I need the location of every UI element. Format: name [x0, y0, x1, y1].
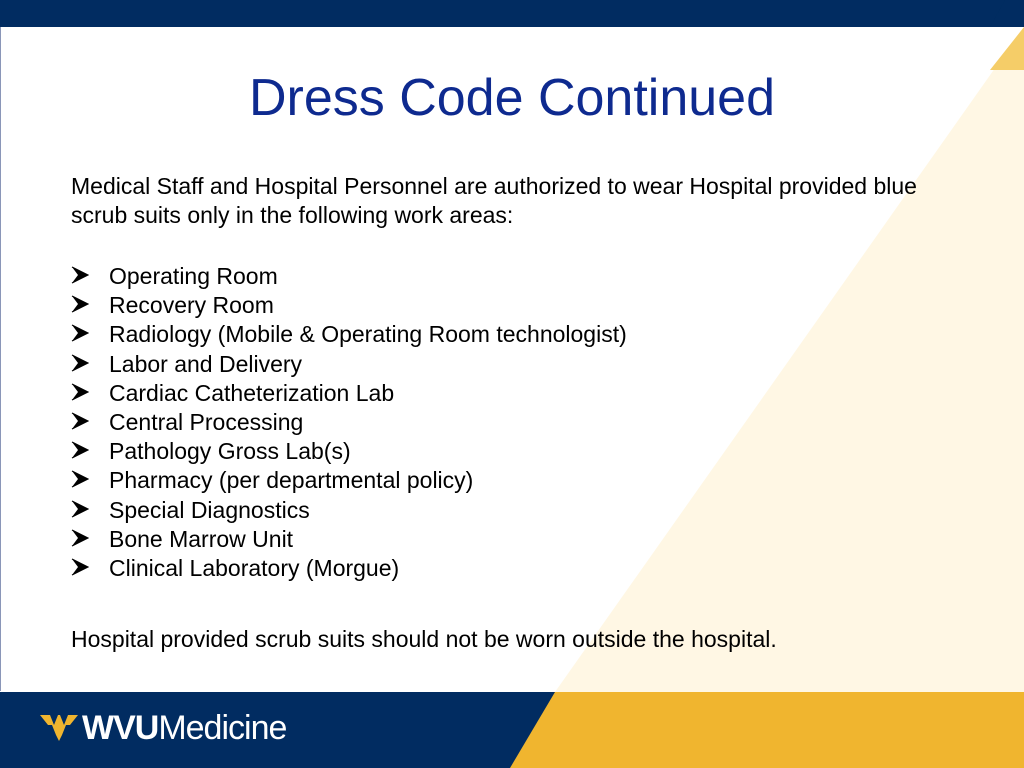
slide-title: Dress Code Continued — [248, 69, 776, 127]
flying-wv-icon — [40, 711, 78, 745]
bottom-gold-band — [510, 692, 1024, 768]
list-item-label: Cardiac Catheterization Lab — [109, 379, 395, 406]
list-item-label: Labor and Delivery — [109, 350, 303, 377]
list-item-label: Operating Room — [109, 263, 278, 289]
list-item-label: Special Diagnostics — [109, 496, 310, 523]
chevron-arrow-icon — [71, 441, 89, 459]
chevron-arrow-icon — [71, 354, 89, 372]
chevron-arrow-icon — [71, 266, 89, 284]
list-item-label: Bone Marrow Unit — [109, 525, 294, 552]
logo-medicine-text: Medicine — [158, 709, 287, 747]
intro-paragraph: Medical Staff and Hospital Personnel are authorized to wear Hospital provided blue scrub suits only in the following work areas: — [71, 173, 917, 228]
chevron-arrow-icon — [71, 500, 89, 518]
chevron-arrow-icon — [71, 295, 89, 313]
chevron-arrow-icon — [71, 324, 89, 342]
chevron-arrow-icon — [71, 470, 89, 488]
logo-wvu-text: WVU — [82, 709, 159, 747]
chevron-arrow-icon — [71, 383, 89, 401]
wvu-medicine-logo — [40, 708, 286, 748]
list-item-label: Recovery Room — [109, 292, 274, 319]
list-item-label: Pathology Gross Lab(s) — [109, 438, 351, 465]
chevron-arrow-icon — [71, 529, 89, 547]
gold-corner-stripe — [990, 27, 1024, 70]
list-item-label: Radiology (Mobile & Operating Room technologist) — [109, 321, 627, 348]
chevron-arrow-icon — [71, 412, 89, 430]
top-navy-bar — [0, 0, 1024, 27]
list-item-label: Clinical Laboratory (Morgue) — [109, 554, 400, 581]
closing-statement: Hospital provided scrub suits should not be worn outside the hospital. — [71, 626, 777, 652]
list-item-label: Central Processing — [109, 408, 304, 435]
list-item-label: Pharmacy (per departmental policy) — [109, 467, 474, 494]
chevron-arrow-icon — [71, 558, 89, 576]
